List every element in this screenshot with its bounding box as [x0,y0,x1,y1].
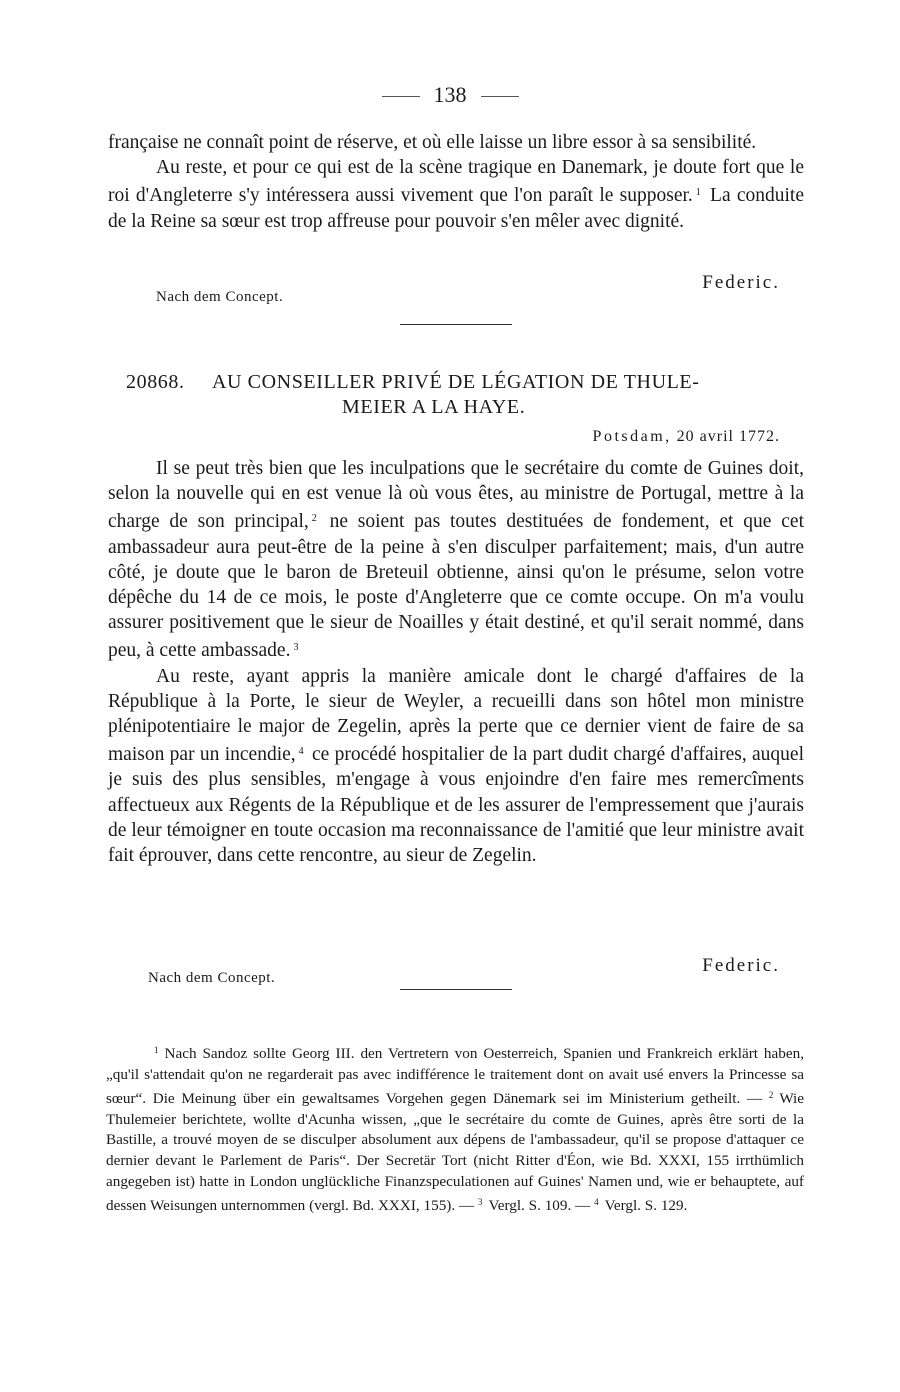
footnote-2-mark: 2 [768,1090,774,1101]
footnote-ref-4: 4 [298,746,304,758]
letter-paragraph-2-b: ce procédé hospitalier de la part dudit chargé d'affaires, auquel je suis des plus sensibles, m'engage à vous enjoindre d'en faire mes remercîments affectueux aux Régents de la République et de les assurer de l'empressement que j'aurais de leur témoigner en toute occasion ma reconnaissance de l'amitié que leur ministre avait fait éprouver, dans cette rencontre, au sieur de Zegelin. [108,744,805,867]
footnote-ref-2: 2 [311,513,317,525]
end-rule [400,989,512,990]
source-note-2: Nach dem Concept. [148,970,276,986]
footnotes [106,1040,804,1217]
page-number: 138 [433,82,467,107]
letter-title-line-2: MEIER A LA HAYE. [342,396,526,418]
header-dash-right [481,96,519,97]
footnotes-block [106,1040,804,1217]
letter-paragraph-2 [108,664,804,869]
footnote-3: Vergl. S. 109. — [488,1197,591,1215]
continuation-paragraph-2-tail: La conduite de la Reine sa sœur est trop affreuse pour pouvoir s'en mêler avec dignité. [108,185,805,232]
footnote-4: Vergl. S. 129. [604,1197,688,1215]
continuation-paragraph-2-text: Au reste, et pour ce qui est de la scène tragique en Danemark, je doute fort que le roi d'Angleterre s'y intéressera aussi vivement que l'on paraît le supposer. [108,157,804,207]
header-dash-left [382,96,420,97]
letter-body [108,456,804,868]
letter-title-line-1: AU CONSEILLER PRIVÉ DE LÉGATION DE THULE- [212,371,700,393]
letter-date: 20 avril 1772. [676,428,780,445]
letter-number: 20868. [126,371,185,393]
continuation-paragraph-1: française ne connaît point de réserve, et où elle laisse un libre essor à sa sensibilité. [108,132,757,153]
letter-paragraph-1 [108,456,804,664]
letter-paragraph-2-a: Au reste, ayant appris la manière amicale dont le chargé d'affaires de la République à la Porte, le sieur de Weyler, a recueilli dans son hôtel mon ministre plénipotentiaire le major de Zegelin, après la perte que ce dernier vient de faire de sa maison par un incendie, [108,665,804,766]
footnote-4-mark: 4 [594,1197,599,1208]
footnote-ref-3: 3 [293,642,299,654]
section-rule [400,324,512,325]
letter-place: Potsdam, [592,428,672,445]
footnote-ref-1: 1 [695,187,701,199]
footnote-2: Wie Thulemeier berichtete, wollte d'Acunha wissen, „que le secrétaire du comte de Guines, après être sorti de la Bastille, a trouvé moyen de se disculper absolument aux dépens de l'ambassadeur, qu'il se propose d'attaquer ce dernier devant le Parlement de Paris“. Der Secretär Tort (nicht Ritter d'Éon, wie Bd. XXXI, 155 irrthümlich angegeben ist) hatte in London unglückliche Finanzspeculationen auf Guines' Namen und, wie er behauptete, auf dessen Weisungen unternommen (vergl. Bd. XXXI, 155). — [106,1090,805,1215]
letter-dateline [593,428,780,446]
signature-2: Federic. [702,955,780,976]
page-header [0,82,900,108]
continuation-paragraph-2 [108,155,804,234]
source-note-1: Nach dem Concept. [156,289,284,305]
letter-paragraph-1-a: Il se peut très bien que les inculpations que le secrétaire du comte de Guines doit, selon la nouvelle qui en est venue là où vous êtes, au ministre de Portugal, mettre à la charge de son principal, [108,458,804,533]
letter-paragraph-1-b: ne soient pas toutes destituées de fondement, et que cet ambassadeur aura peut-être de la peine à s'en disculper parfaitement; mais, d'un autre côté, je doute que le baron de Breteuil obtienne, ainsi qu'on le présume, selon votre dépêche du 14 de ce mois, le poste d'Angleterre que ce comte occupe. On m'a voulu assurer positivement que le sieur de Noailles y était destiné, et qu'il serait nommé, dans peu, à cette ambassade. [108,511,804,662]
continuation-text [108,130,804,234]
footnote-1-mark: 1 [154,1045,159,1055]
signature-1: Federic. [702,272,780,293]
letter-heading [126,370,806,420]
footnote-3-mark: 3 [477,1197,483,1208]
footnote-1: Nach Sandoz sollte Georg III. den Vertretern von Oesterreich, Spanien und Frankreich erklärt haben, „qu'il s'attendait qu'on ne regarderait pas avec indifférence le traitement dont on avait usé envers la Princesse sa sœur“. Die Meinung über ein gewaltsames Vorgehen gegen Dänemark sei im Ministerium getheilt. — [106,1045,804,1108]
